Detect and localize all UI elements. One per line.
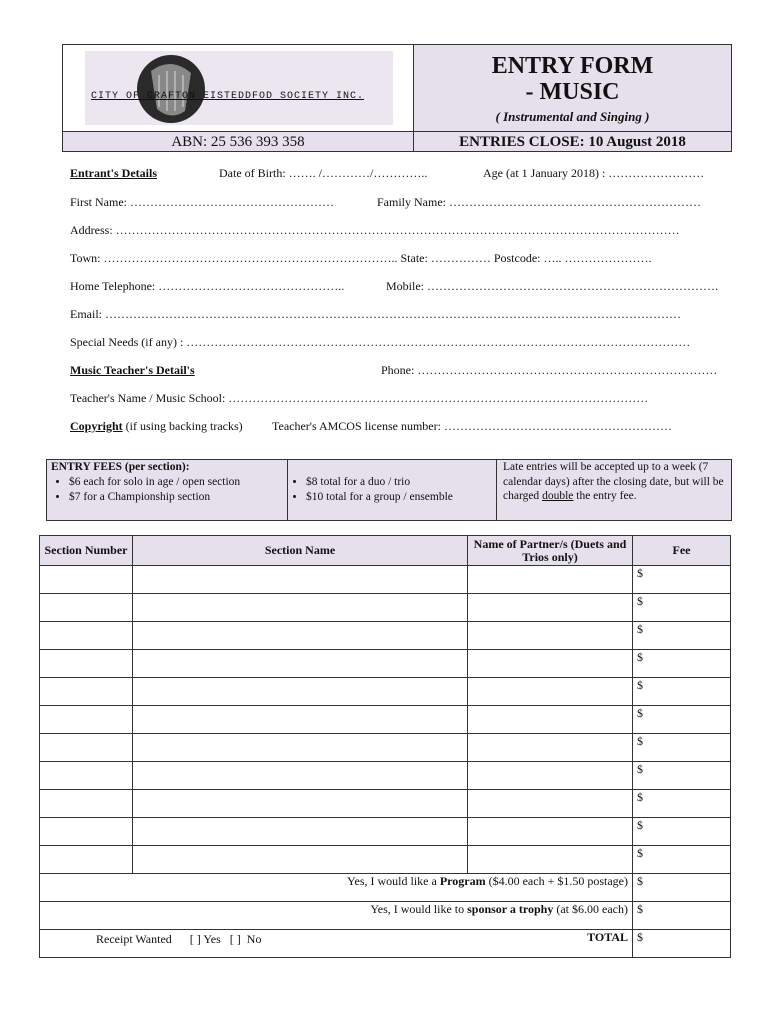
form-subtitle: ( Instrumental and Singing )	[495, 109, 650, 124]
section-name-cell[interactable]	[133, 818, 468, 846]
table-row	[40, 818, 731, 846]
entrant-details-row	[70, 166, 157, 181]
section-number-cell[interactable]	[40, 734, 133, 762]
fee-group: • $10 total for a group / ensemble	[306, 490, 496, 505]
date-of-birth-field[interactable]: Date of Birth: ……. /…………/…………..	[219, 166, 428, 180]
logo-area	[63, 45, 414, 131]
table-row	[40, 734, 731, 762]
late-entries-note	[503, 460, 727, 520]
society-logo	[85, 51, 393, 125]
section-number-cell[interactable]	[40, 818, 133, 846]
fee-cell[interactable]: $	[633, 846, 731, 874]
partner-name-cell[interactable]	[468, 678, 633, 706]
table-row	[40, 650, 731, 678]
partner-name-cell[interactable]	[468, 566, 633, 594]
fee-cell[interactable]: $	[633, 762, 731, 790]
form-title-music: - MUSIC	[525, 79, 620, 105]
family-name-field[interactable]: Family Name: ………………………………………………………	[377, 195, 701, 209]
entry-fees-box	[46, 459, 732, 521]
table-row	[40, 762, 731, 790]
section-name-cell[interactable]	[133, 846, 468, 874]
partner-name-cell[interactable]	[468, 706, 633, 734]
address-field[interactable]: Address: ……………………………………………………………………………………………………………………………	[70, 223, 680, 237]
entrant-details-heading: Entrant's Details	[70, 166, 157, 180]
table-row	[40, 622, 731, 650]
total-label: TOTAL	[587, 930, 628, 944]
partner-name-cell[interactable]	[468, 790, 633, 818]
total-label-cell	[40, 930, 633, 958]
late-note-text: Late entries will be accepted up to a week (7 calendar days) after the closing date, but will be charged	[503, 461, 724, 502]
fee-cell[interactable]: $	[633, 818, 731, 846]
form-title: ENTRY FORM	[491, 53, 654, 79]
col-partner-name: Name of Partner/s (Duets and Trios only)	[468, 536, 633, 566]
table-header-row	[40, 536, 731, 566]
copyright-note: (if using backing tracks)	[122, 419, 243, 433]
section-name-cell[interactable]	[133, 706, 468, 734]
table-row	[40, 706, 731, 734]
program-bold: Program	[439, 874, 486, 888]
late-note-end: the entry fee.	[573, 490, 637, 502]
trophy-pre: Yes, I would like to	[370, 902, 468, 916]
section-name-cell[interactable]	[133, 762, 468, 790]
program-row	[40, 874, 731, 902]
section-number-cell[interactable]	[40, 650, 133, 678]
section-number-cell[interactable]	[40, 762, 133, 790]
partner-name-cell[interactable]	[468, 818, 633, 846]
table-row	[40, 846, 731, 874]
fee-cell[interactable]: $	[633, 734, 731, 762]
section-number-cell[interactable]	[40, 594, 133, 622]
partner-name-cell[interactable]	[468, 622, 633, 650]
section-number-cell[interactable]	[40, 706, 133, 734]
partner-name-cell[interactable]	[468, 846, 633, 874]
fee-solo: • $6 each for solo in age / open section	[69, 475, 287, 490]
entries-close-date: ENTRIES CLOSE: 10 August 2018	[414, 131, 731, 152]
fee-cell[interactable]: $	[633, 706, 731, 734]
trophy-post: (at $6.00 each)	[553, 902, 628, 916]
teacher-details-heading: Music Teacher's Detail's	[70, 363, 195, 377]
trophy-fee-cell[interactable]: $	[633, 902, 731, 930]
section-number-cell[interactable]	[40, 790, 133, 818]
late-note-double: double	[542, 490, 574, 502]
section-number-cell[interactable]	[40, 846, 133, 874]
section-number-cell[interactable]	[40, 622, 133, 650]
receipt-wanted-option[interactable]: Receipt Wanted [ ] Yes [ ] No	[96, 932, 262, 946]
partner-name-cell[interactable]	[468, 650, 633, 678]
fee-cell[interactable]: $	[633, 622, 731, 650]
town-state-postcode-field[interactable]: Town: ……………………………………………………………….. State: …………… Postcode: ….. ………………….	[70, 251, 652, 265]
abn-number: ABN: 25 536 393 358	[63, 131, 414, 152]
section-name-cell[interactable]	[133, 650, 468, 678]
section-name-cell[interactable]	[133, 622, 468, 650]
title-area	[414, 45, 731, 131]
col-section-name: Section Name	[133, 536, 468, 566]
copyright-row	[70, 419, 243, 434]
entries-table	[39, 535, 731, 958]
section-number-cell[interactable]	[40, 678, 133, 706]
entry-fees-heading: ENTRY FEES (per section):	[51, 461, 190, 473]
fee-cell[interactable]: $	[633, 594, 731, 622]
harp-emblem-icon	[85, 51, 393, 125]
col-section-number: Section Number	[40, 536, 133, 566]
table-row	[40, 566, 731, 594]
mobile-field[interactable]: Mobile: ……………………………………………………………….	[386, 279, 718, 293]
table-row	[40, 790, 731, 818]
age-field[interactable]: Age (at 1 January 2018) : ……………………	[483, 166, 705, 180]
section-name-cell[interactable]	[133, 566, 468, 594]
special-needs-field[interactable]: Special Needs (if any) : ………………………………………………………………………………………………………………	[70, 335, 691, 349]
program-post: ($4.00 each + $1.50 postage)	[485, 874, 628, 888]
trophy-bold: sponsor a trophy	[467, 902, 554, 916]
table-row	[40, 678, 731, 706]
fee-cell[interactable]: $	[633, 790, 731, 818]
email-field[interactable]: Email: ………………………………………………………………………………………………………………………………	[70, 307, 681, 321]
teacher-details-row	[70, 363, 195, 378]
fee-cell[interactable]: $	[633, 566, 731, 594]
table-row	[40, 594, 731, 622]
logo-text: CITY OF GRAFTON EISTEDDFOD SOCIETY INC.	[91, 91, 365, 102]
program-fee-cell[interactable]: $	[633, 874, 731, 902]
partner-name-cell[interactable]	[468, 734, 633, 762]
total-fee-cell[interactable]: $	[633, 930, 731, 958]
trophy-option[interactable]	[40, 902, 633, 930]
copyright-label: Copyright	[70, 419, 123, 433]
trophy-row	[40, 902, 731, 930]
section-name-cell[interactable]	[133, 734, 468, 762]
section-number-cell[interactable]	[40, 566, 133, 594]
fees-col-group	[287, 460, 497, 520]
total-row	[40, 930, 731, 958]
teacher-name-field[interactable]: Teacher's Name / Music School: ……………………………………………………………………………………………	[70, 391, 649, 405]
fee-championship: • $7 for a Championship section	[69, 490, 287, 505]
fee-cell[interactable]: $	[633, 650, 731, 678]
home-telephone-field[interactable]: Home Telephone: ………………………………………..	[70, 279, 345, 293]
amcos-license-field[interactable]: Teacher's AMCOS license number: …………………………………………………	[272, 419, 672, 433]
program-pre: Yes, I would like a	[347, 874, 440, 888]
section-name-cell[interactable]	[133, 790, 468, 818]
program-option[interactable]	[40, 874, 633, 902]
partner-name-cell[interactable]	[468, 762, 633, 790]
fee-duo-trio: • $8 total for a duo / trio	[306, 475, 496, 490]
form-header	[62, 44, 732, 152]
first-name-field[interactable]: First Name: ……………………………………………	[70, 195, 334, 209]
col-fee: Fee	[633, 536, 731, 566]
fee-cell[interactable]: $	[633, 678, 731, 706]
section-name-cell[interactable]	[133, 678, 468, 706]
section-name-cell[interactable]	[133, 594, 468, 622]
fees-col-solo	[51, 460, 287, 520]
partner-name-cell[interactable]	[468, 594, 633, 622]
teacher-phone-field[interactable]: Phone: …………………………………………………………………	[381, 363, 718, 377]
